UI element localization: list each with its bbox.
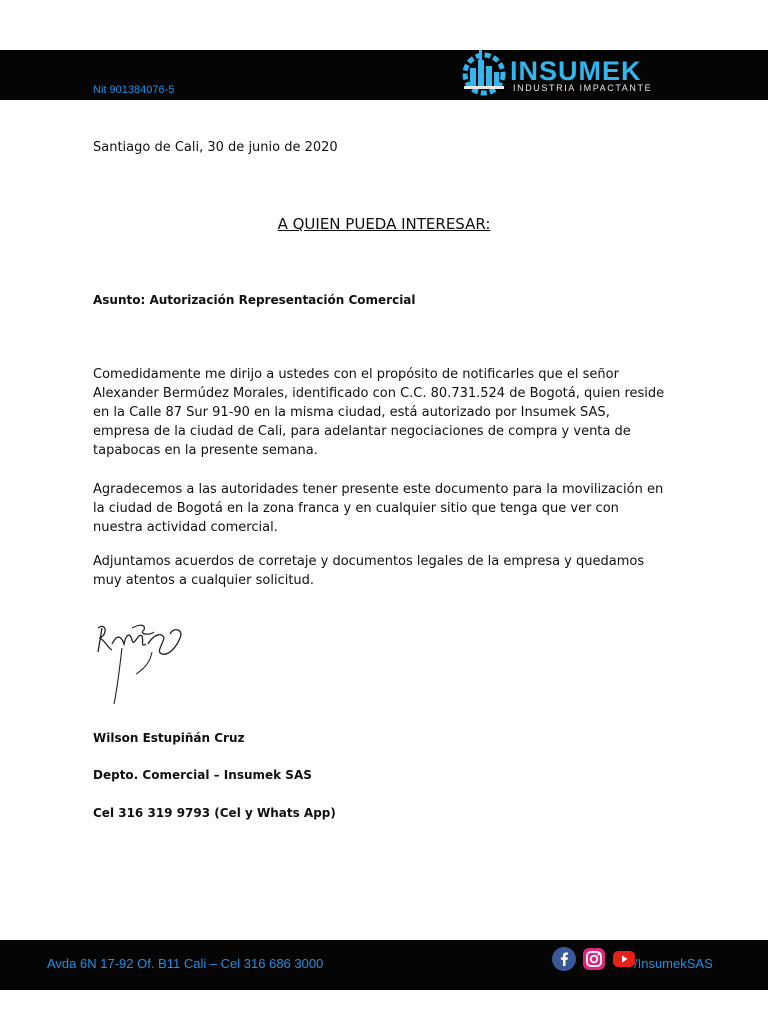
footer-address: Avda 6N 17-92 Of. B11 Cali – Cel 316 686 3000	[47, 956, 324, 971]
body-paragraph-2: Agradecemos a las autoridades tener presente este documento para la movilización en la ciudad de Bogotá en la zona franca y en cualquier sitio que tenga que ver con nuestra actividad comercial.	[93, 482, 664, 535]
body-paragraph-3: Adjuntamos acuerdos de corretaje y documentos legales de la empresa y quedamos muy atentos a cualquier solicitud.	[93, 554, 645, 588]
date-line: Santiago de Cali, 30 de junio de 2020	[93, 140, 338, 155]
signer-department: Depto. Comercial – Insumek SAS	[93, 768, 312, 782]
letter-heading: A QUIEN PUEDA INTERESAR:	[277, 215, 491, 233]
facebook-icon[interactable]	[552, 947, 576, 971]
social-handle[interactable]: /InsumekSAS	[634, 956, 713, 971]
social-icons	[552, 946, 642, 972]
subject-line: Asunto: Autorización Representación Comercial	[93, 293, 416, 307]
youtube-icon[interactable]	[612, 947, 636, 971]
logo-name: INSUMEK	[510, 56, 642, 86]
nit-number: Nit 901384076-5	[93, 84, 175, 96]
logo-tagline: INDUSTRIA IMPACTANTE	[513, 83, 653, 93]
company-logo	[458, 44, 688, 100]
body-paragraph-1: Comedidamente me dirijo a ustedes con el propósito de notificarles que el señor Alexander Bermúdez Morales, identificado con C.C. 80.731.524 de Bogotá, quien reside en la Calle 87 Sur 91-90 en la misma ciudad, está autorizado por Insumek SAS, empresa de la ciudad de Cali, para adelantar negociaciones de compra y venta de tapabocas en la presente semana.	[93, 367, 665, 458]
factory-gear-icon	[458, 48, 510, 96]
signer-phone: Cel 316 319 9793 (Cel y Whats App)	[93, 806, 336, 820]
signer-name: Wilson Estupiñán Cruz	[93, 731, 245, 745]
handwritten-signature	[92, 604, 197, 712]
instagram-icon[interactable]	[582, 947, 606, 971]
